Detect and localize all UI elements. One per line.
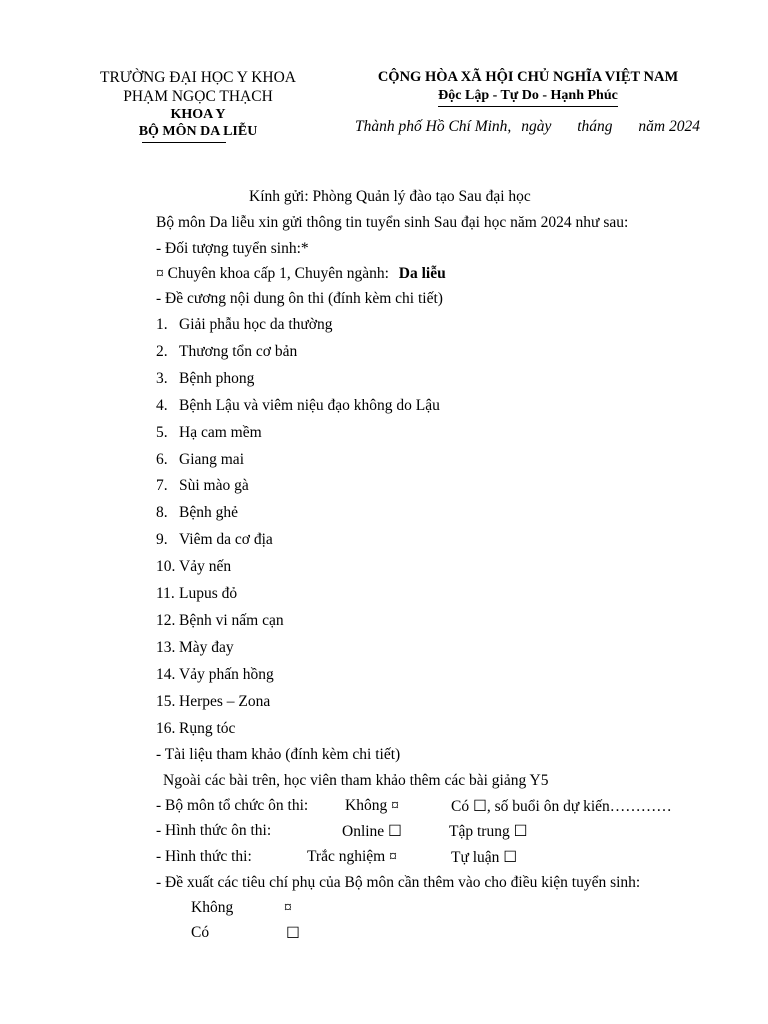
faculty-name: KHOA Y [170,107,226,122]
topic-text: Thương tổn cơ bản [179,343,298,360]
references-label: - Tài liệu tham khảo (đính kèm chi tiết) [156,746,401,763]
topic-text: Bệnh ghẻ [179,504,238,521]
date-month: tháng [577,118,613,135]
topic-number: 3. [156,370,168,387]
topic-item [156,504,238,522]
topic-number: 4. [156,397,168,414]
exam-form-label: - Hình thức thi: [156,848,252,865]
references-note: Ngoài các bài trên, học viên tham khảo thêm các bài giảng Y5 [163,772,549,789]
topic-text: Hạ cam mềm [179,424,262,441]
topic-number: 2. [156,343,168,360]
review-option-no[interactable]: Không ¤ [345,797,399,814]
specialty-line [156,265,446,283]
header-right [350,68,706,107]
exam-form-mcq[interactable]: Trắc nghiệm ¤ [307,848,397,865]
review-label: - Bộ môn tổ chức ôn thi: [156,797,309,814]
topic-item [156,558,231,576]
review-form-online[interactable]: Online ☐ [342,823,402,840]
topic-item [156,666,274,684]
topic-item [156,451,244,469]
date-year: năm 2024 [638,118,700,135]
extra-criteria-no-label: Không [191,899,234,916]
topic-item [156,639,234,657]
university-name-line1: TRƯỜNG ĐẠI HỌC Y KHOA [99,69,296,86]
university-name-line2: PHẠM NGỌC THẠCH [123,88,273,105]
topic-number: 10. [156,558,176,575]
national-title: CỘNG HÒA XÃ HỘI CHỦ NGHĨA VIỆT NAM [377,69,679,85]
topic-number: 7. [156,477,168,494]
review-form-onsite[interactable]: Tập trung ☐ [449,823,528,840]
topic-item [156,316,332,334]
target-label: - Đối tượng tuyển sinh:* [156,240,309,257]
exam-form-essay[interactable]: Tự luận ☐ [451,849,518,866]
topic-number: 9. [156,531,168,548]
specialty-prefix: ¤ Chuyên khoa cấp 1, Chuyên ngành: [156,265,389,282]
review-form-label: - Hình thức ôn thi: [156,822,272,839]
topic-item [156,370,254,388]
topic-item [156,397,440,415]
topic-item [156,477,249,495]
topic-number: 1. [156,316,168,333]
topic-item [156,531,273,549]
greeting: Kính gửi: Phòng Quản lý đào tạo Sau đại học [249,188,531,205]
extra-criteria-yes-mark[interactable]: ☐ [286,925,300,942]
topic-item [156,720,235,738]
topic-text: Bệnh vi nấm cạn [179,612,284,629]
topic-number: 11. [156,585,175,602]
topic-item [156,612,284,630]
topic-text: Lupus đỏ [179,585,238,602]
extra-criteria-yes-label: Có [191,924,210,941]
topic-number: 14. [156,666,176,683]
topic-item [156,343,297,361]
topic-text: Vảy phấn hồng [179,666,274,683]
date-city: Thành phố Hồ Chí Minh, [355,118,512,135]
extra-criteria-no-mark[interactable]: ¤ [284,899,292,916]
review-option-yes[interactable]: Có ☐, số buổi ôn dự kiến………… [451,798,672,815]
topic-number: 13. [156,639,176,656]
header-left-divider [142,142,226,143]
topic-text: Bệnh Lậu và viêm niệu đạo không do Lậu [179,397,440,414]
date-line [355,118,700,136]
extra-criteria-label: - Đề xuất các tiêu chí phụ của Bộ môn cần thêm vào cho điều kiện tuyển sinh: [156,874,641,891]
topic-number: 5. [156,424,168,441]
topic-text: Sùi mào gà [179,477,249,494]
topic-text: Vảy nến [179,558,232,575]
topic-text: Giang mai [179,451,244,468]
topic-number: 15. [156,693,176,710]
date-day: ngày [521,118,552,135]
topic-text: Giải phẫu học da thường [179,316,333,333]
topic-text: Rụng tóc [179,720,236,737]
national-motto: Độc Lập - Tự Do - Hạnh Phúc [438,87,618,107]
topic-item [156,585,237,603]
syllabus-label: - Đề cương nội dung ôn thi (đính kèm chi tiết) [156,290,443,307]
topic-number: 6. [156,451,168,468]
topic-text: Viêm da cơ địa [179,531,273,548]
topic-text: Mày đay [179,639,234,656]
topic-number: 16. [156,720,176,737]
topic-text: Herpes – Zona [179,693,271,710]
topic-number: 12. [156,612,176,629]
specialty-name: Da liễu [398,265,446,282]
topic-item [156,424,262,442]
topic-item [156,693,270,711]
topic-number: 8. [156,504,168,521]
topic-text: Bệnh phong [179,370,255,387]
header-left [78,68,318,140]
department-name: BỘ MÔN DA LIỄU [138,124,258,139]
intro-text: Bộ môn Da liễu xin gửi thông tin tuyển sinh Sau đại học năm 2024 như sau: [156,214,629,231]
